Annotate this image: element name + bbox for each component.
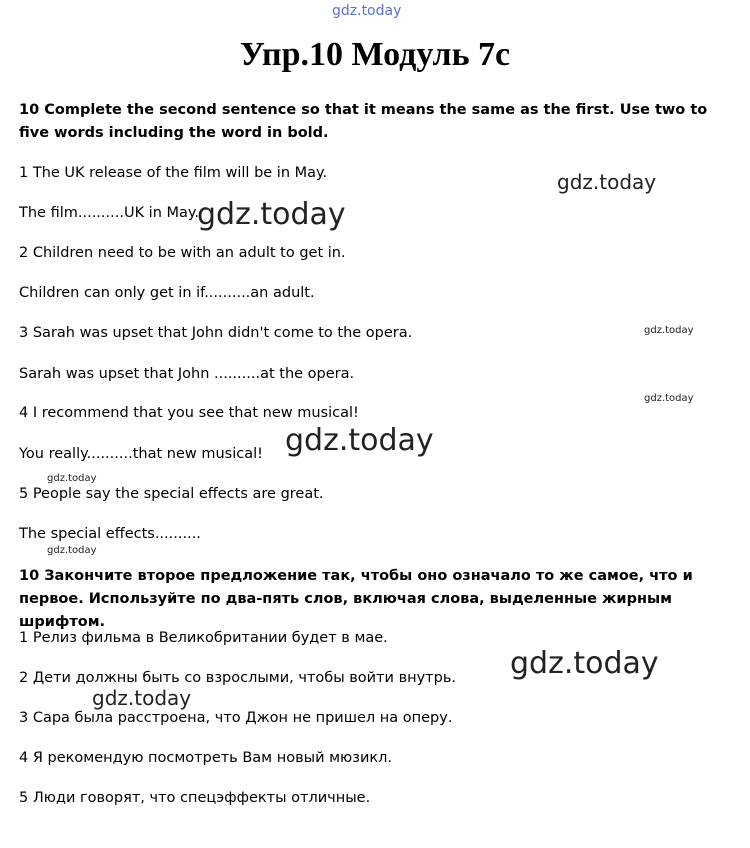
english-line: 5 People say the special effects are great. [19, 486, 324, 502]
watermark: gdz.today [644, 325, 694, 336]
watermark: gdz.today [644, 393, 694, 404]
russian-line: 5 Люди говорят, что спецэффекты отличные. [19, 790, 371, 806]
russian-line: 1 Релиз фильма в Великобритании будет в мае. [19, 630, 388, 646]
watermark: gdz.today [285, 423, 434, 458]
watermark-top: gdz.today [332, 3, 402, 19]
russian-line: 2 Дети должны быть со взрослыми, чтобы войти внутрь. [19, 670, 456, 686]
english-line: The film..........UK in May. [19, 205, 200, 221]
english-line: 4 I recommend that you see that new musical! [19, 405, 359, 421]
watermark: gdz.today [510, 646, 659, 681]
english-line: The special effects.......... [19, 526, 201, 542]
watermark: gdz.today [47, 545, 97, 556]
watermark: gdz.today [92, 686, 192, 710]
english-line: 3 Sarah was upset that John didn't come to the opera. [19, 325, 413, 341]
russian-line: 4 Я рекомендую посмотреть Вам новый мюзикл. [19, 750, 393, 766]
watermark: gdz.today [197, 197, 346, 232]
english-line: You really..........that new musical! [19, 446, 263, 462]
english-line: 1 The UK release of the film will be in May. [19, 165, 328, 181]
english-instruction: 10 Complete the second sentence so that it means the same as the first. Use two to five words including the word in bold. [19, 102, 708, 141]
english-line: Sarah was upset that John ..........at the opera. [19, 366, 355, 382]
english-line: 2 Children need to be with an adult to get in. [19, 245, 346, 261]
watermark: gdz.today [47, 473, 97, 484]
watermark: gdz.today [557, 170, 657, 194]
page-title: Упр.10 Модуль 7c [239, 36, 511, 73]
russian-instruction: 10 Закончите второе предложение так, чтобы оно означало то же самое, что и первое. Используйте по два-пять слов, включая слова, выделенные жирным шрифтом. [19, 568, 693, 630]
english-line: Children can only get in if..........an adult. [19, 285, 315, 301]
russian-line: 3 Сара была расстроена, что Джон не пришел на оперу. [19, 710, 453, 726]
